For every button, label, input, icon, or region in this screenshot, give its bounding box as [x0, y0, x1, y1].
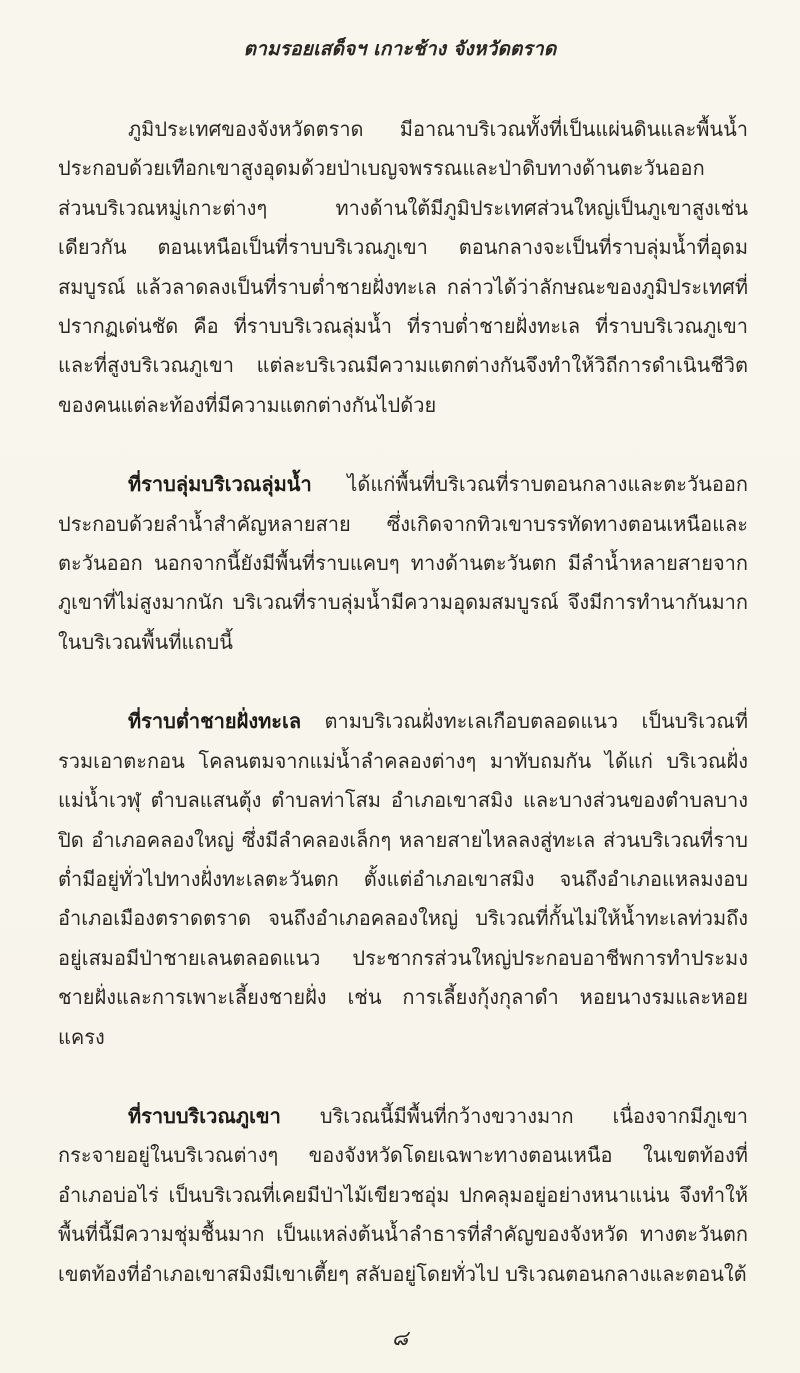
paragraph-river-basin-plains [58, 465, 748, 662]
paragraph-text: ตามบริเวณฝั่งทะเลเกือบตลอดแนว เป็นบริเวณที่รวมเอาตะกอน โคลนตมจากแม่น้ำลำคลองต่างๆ มาทับถมกัน ได้แก่ บริเวณฝั่งแม่น้ำเวฬุ ตำบลแสนตุ้ง ตำบลท่าโสม อำเภอเขาสมิง และบางส่วนของตำบลบางปิด อำเภอคลองใหญ่ ซึ่งมีลำคลองเล็กๆ หลายสายไหลลงสู่ทะเล ส่วนบริเวณที่ราบต่ำมีอยู่ทั่วไปทางฝั่งทะเลตะวันตก ตั้งแต่อำเภอเขาสมิง จนถึงอำเภอแหลมงอบ อำเภอเมืองตราดตราด จนถึงอำเภอคลองใหญ่ บริเวณที่กั้นไม่ให้น้ำทะเลท่วมถึงอยู่เสมอมีป่าชายเลนตลอดแนว ประชากรส่วนใหญ่ประกอบอาชีพการทำประมงชายฝั่งและการเพาะเลี้ยงชายฝั่ง เช่น การเลี้ยงกุ้งกุลาดำ หอยนางรมและหอยแครง [58, 709, 748, 1049]
paragraph-mountain-plains [58, 1097, 748, 1294]
paragraph-lead: ที่ราบบริเวณภูเขา [128, 1103, 281, 1128]
paragraph-text: บริเวณนี้มีพื้นที่กว้างขวางมาก เนื่องจากมีภูเขากระจายอยู่ในบริเวณต่างๆ ของจังหวัดโดยเฉพาะทางตอนเหนือ ในเขตท้องที่อำเภอบ่อไร่ เป็นบริเวณที่เคยมีป่าไม้เขียวชอุ่ม ปกคลุมอยู่อย่างหนาแน่น จึงทำให้พื้นที่นี้มีความชุ่มชื้นมาก เป็นแหล่งต้นน้ำลำธารที่สำคัญของจังหวัด ทางตะวันตกเขตท้องที่อำเภอเขาสมิงมีเขาเตี้ยๆ สลับอยู่โดยทั่วไป บริเวณตอนกลางและตอนใต้ [58, 1103, 748, 1286]
paragraph-lead: ที่ราบต่ำชายฝั่งทะเล [128, 709, 302, 734]
paragraph-text: ภูมิประเทศของจังหวัดตราด มีอาณาบริเวณทั้งที่เป็นแผ่นดินและพื้นน้ำ ประกอบด้วยเทือกเขาสูงอุดมด้วยป่าเบญจพรรณและป่าดิบทางด้านตะวันออก ส่วนบริเวณหมู่เกาะต่างๆ ทางด้านใต้มีภูมิประเทศส่วนใหญ่เป็นภูเขาสูงเช่นเดียวกัน ตอนเหนือเป็นที่ราบบริเวณภูเขา ตอนกลางจะเป็นที่ราบลุ่มน้ำที่อุดมสมบูรณ์ แล้วลาดลงเป็นที่ราบต่ำชายฝั่งทะเล กล่าวได้ว่าลักษณะของภูมิประเทศที่ปรากฏเด่นชัด คือ ที่ราบบริเวณลุ่มน้ำ ที่ราบต่ำชายฝั่งทะเล ที่ราบบริเวณภูเขาและที่สูงบริเวณภูเขา แต่ละบริเวณมีความแตกต่างกันจึงทำให้วิถีการดำเนินชีวิตของคนแต่ละท้องที่มีความแตกต่างกันไปด้วย [58, 117, 748, 417]
page-number: ๘ [391, 1326, 409, 1350]
paragraph-lead: ที่ราบลุ่มบริเวณลุ่มน้ำ [128, 472, 312, 497]
document-body [58, 110, 748, 1294]
running-header: ตามรอยเสด็จฯ เกาะช้าง จังหวัดตราด [243, 38, 557, 60]
paragraph-landscape-overview [58, 110, 748, 425]
paragraph-text: ได้แก่พื้นที่บริเวณที่ราบตอนกลางและตะวันออก ประกอบด้วยลำน้ำสำคัญหลายสาย ซึ่งเกิดจากทิวเขาบรรทัดทางตอนเหนือและตะวันออก นอกจากนี้ยังมีพื้นที่ราบแคบๆ ทางด้านตะวันตก มีลำน้ำหลายสายจากภูเขาที่ไม่สูงมากนัก บริเวณที่ราบลุ่มน้ำมีความอุดมสมบูรณ์ จึงมีการทำนากันมากในบริเวณพื้นที่แถบนี้ [58, 472, 748, 654]
paragraph-coastal-lowlands [58, 702, 748, 1057]
